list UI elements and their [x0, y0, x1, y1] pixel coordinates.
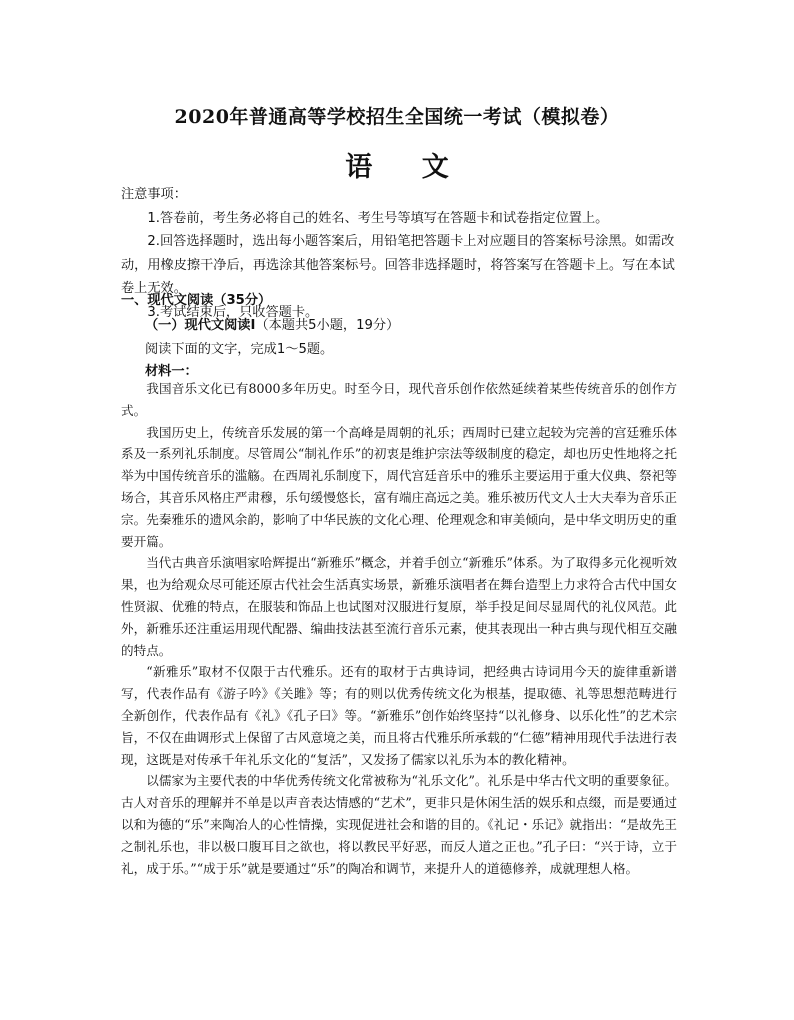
article-paragraph: 我国音乐文化已有8000多年历史。时至今日，现代音乐创作依然延续着某些传统音乐的创作方式。	[121, 381, 677, 418]
article-paragraph: 当代古典音乐演唱家哈辉提出“新雅乐”概念，并着手创立“新雅乐”体系。为了取得多元化视听效果，也为给观众尽可能还原古代社会生活真实场景，新雅乐演唱者在舞台造型上力求符合古代中国女性贤淑、优雅的特点，在服装和饰品上也试图对汉服进行复原，举手投足间尽显周代的礼仪风范。此外，新雅乐还注重运用现代配器、编曲技法甚至流行音乐元素，使其表现出一种古典与现代相互交融的特点。	[121, 555, 677, 658]
article-paragraph: “新雅乐”取材不仅限于古代雅乐。还有的取材于古典诗词，把经典古诗词用今天的旋律重新谱写，代表作品有《游子吟》《关雎》等；有的则以优秀传统文化为根基，提取德、礼等思想范畴进行全新创作，代表作品有《礼》《孔子曰》等。“新雅乐”创作始终坚持“以礼修身、以乐化性”的艺术宗旨，不仅在曲调形式上保留了古风意境之美，而且将古代雅乐所承载的“仁德”精神用现代手法进行表现，这既是对传承千年礼乐文化的“复活”，又发扬了儒家以礼乐为本的教化精神。	[121, 664, 677, 767]
article-paragraph: 以儒家为主要代表的中华优秀传统文化常被称为“礼乐文化”。礼乐是中华古代文明的重要象征。古人对音乐的理解并不单是以声音表达情感的“艺术”，更非只是休闲生活的娱乐和点缀，而是要通过以和为德的“乐”来陶冶人的心性情操，实现促进社会和谐的目的。《礼记・乐记》就指出：“是故先王之制礼乐也，非以极口腹耳目之欲也，将以教民平好恶，而反人道之正也。”孔子曰：“兴于诗，立于礼，成于乐。”“成于乐”就是要通过“乐”的陶冶和调节，来提升人的道德修养，成就理想人格。	[121, 773, 677, 876]
notice-item-2: 2.回答选择题时，选出每小题答案后，用铅笔把答题卡上对应题目的答案标号涂黑。如需改动，用橡皮擦干净后，再选涂其他答案标号。回答非选择题时，将答案写在答题卡上。写在本试卷上无效。	[121, 234, 675, 296]
article-paragraph: 我国历史上，传统音乐发展的第一个高峰是周朝的礼乐；西周时已建立起较为完善的宫廷雅乐体系及一系列礼乐制度。尽管周公“制礼作乐”的初衷是维护宗法等级制度的稳定，却也历史性地将之托举为中国传统音乐的滥觞。在西周礼乐制度下，周代宫廷音乐中的雅乐主要运用于重大仪典、祭祀等场合，其音乐风格庄严肃穆，乐句缓慢悠长，富有端庄高远之美。雅乐被历代文人士大夫奉为音乐正宗。先秦雅乐的遗风余韵，影响了中华民族的文化心理、伦理观念和审美倾向，是中华文明历史的重要开篇。	[121, 424, 677, 549]
subject-title: 语 文	[345, 152, 469, 183]
subsection-heading	[145, 314, 399, 337]
notice-heading: 注意事项：	[121, 187, 187, 202]
notice-item-3: 3.考试结束后，只收答题卡。	[147, 304, 319, 320]
article-body	[121, 378, 677, 879]
material-label: 材料一：	[145, 364, 198, 379]
subsection-score: （本题共5小题，19分）	[255, 318, 400, 333]
reading-instruction: 阅读下面的文字，完成1～5题。	[145, 342, 334, 357]
notice-item-1: 1.答卷前，考生务必将自己的姓名、考生号等填写在答题卡和试卷指定位置上。	[147, 210, 609, 226]
exam-title: 2020年普通高等学校招生全国统一考试（模拟卷）	[174, 106, 620, 128]
section-heading: 一、现代文阅读（35分）	[121, 293, 272, 308]
subsection-title: （一）现代文阅读Ⅰ	[145, 318, 256, 333]
